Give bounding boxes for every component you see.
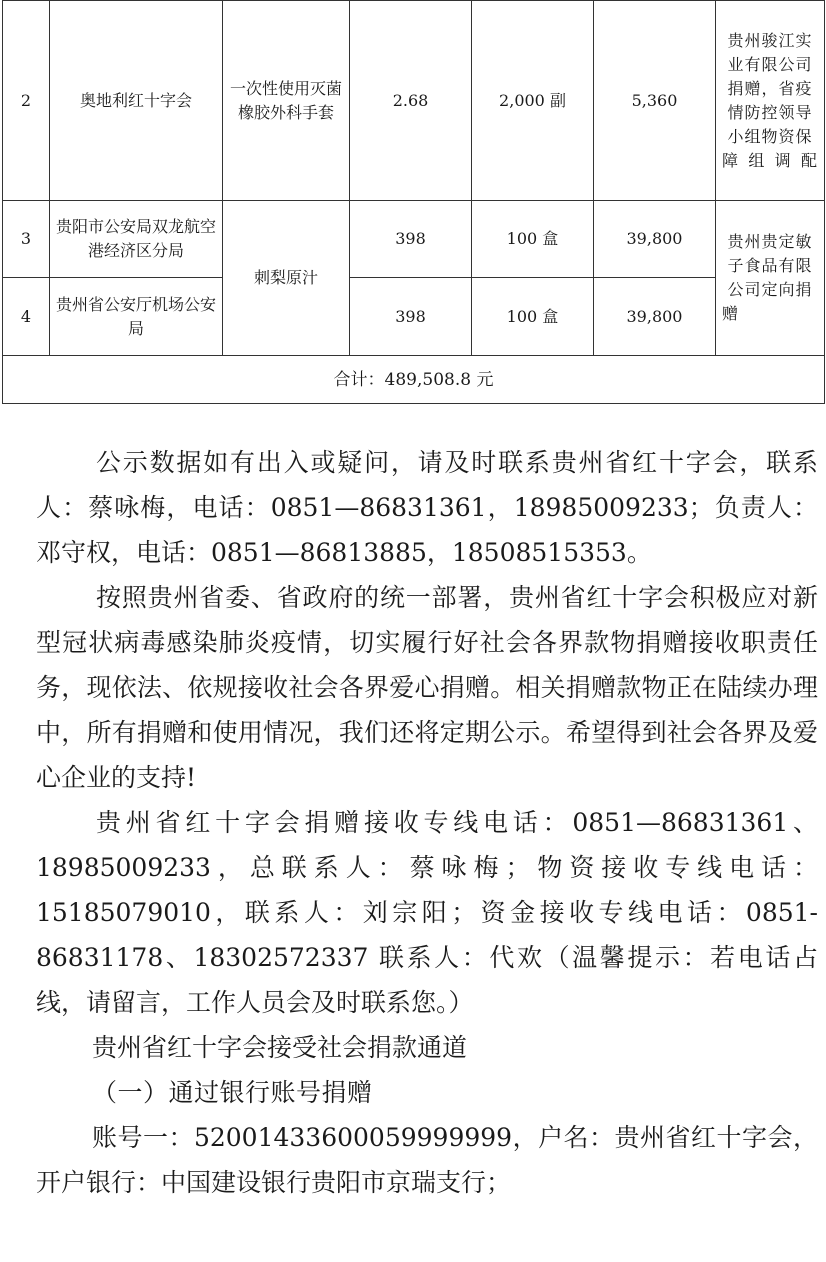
hotline-paragraph: 贵州省红十字会捐赠接收专线电话：0851—86831361、18985009233，总联系人：蔡咏梅；物资接收专线电话：15185079010，联系人：刘宗阳；资金接收专线电话：0851-86831178、18302572337 联系人：代欢（温馨提示：若电话占线，请留言，工作人员会及时联系您。） (36, 808, 818, 1017)
donor-cell: 贵阳市公安局双龙航空港经济区分局 (50, 201, 223, 278)
row-index: 3 (3, 201, 50, 278)
quantity-cell: 100 盒 (472, 201, 594, 278)
table-row (3, 1, 825, 201)
unit-price-cell: 2.68 (350, 1, 472, 201)
row-index: 4 (3, 278, 50, 356)
contact-paragraph: 公示数据如有出入或疑问，请及时联系贵州省红十字会，联系人：蔡咏梅，电话：0851—86831361，18985009233；负责人：邓守权，电话：0851—86813885，18508515353。 (36, 448, 818, 567)
item-cell: 一次性使用灭菌橡胶外科手套 (223, 1, 350, 201)
amount-cell: 5,360 (594, 1, 716, 201)
table-row (3, 278, 825, 356)
note-cell: 贵州骏江实业有限公司捐赠，省疫情防控领导小组物资保障组调配 (716, 1, 825, 201)
table-row (3, 201, 825, 278)
notice-body (36, 440, 818, 1205)
donor-cell: 贵州省公安厅机场公安局 (50, 278, 223, 356)
amount-cell: 39,800 (594, 201, 716, 278)
account-paragraph: 账号一：52001433600059999999，户名：贵州省红十字会，开户银行：中国建设银行贵阳市京瑞支行； (36, 1123, 818, 1197)
shared-item-cell: 刺梨原汁 (223, 201, 350, 356)
channel-heading: 贵州省红十字会接受社会捐款通道 (92, 1033, 468, 1062)
quantity-cell: 2,000 副 (472, 1, 594, 201)
total-row (3, 356, 825, 404)
policy-paragraph: 按照贵州省委、省政府的统一部署，贵州省红十字会积极应对新型冠状病毒感染肺炎疫情，切实履行好社会各界款物捐赠接收职责任务，现依法、依规接收社会各界爱心捐赠。相关捐赠款物正在陆续办理中，所有捐赠和使用情况，我们还将定期公示。希望得到社会各界及爱心企业的支持! (36, 583, 818, 792)
bank-subheading: （一）通过银行账号捐赠 (92, 1078, 373, 1107)
amount-cell: 39,800 (594, 278, 716, 356)
quantity-cell: 100 盒 (472, 278, 594, 356)
total-cell: 合计：489,508.8 元 (3, 356, 825, 404)
unit-price-cell: 398 (350, 278, 472, 356)
donor-cell: 奥地利红十字会 (50, 1, 223, 201)
row-index: 2 (3, 1, 50, 201)
donation-table (2, 0, 825, 404)
unit-price-cell: 398 (350, 201, 472, 278)
shared-note-cell: 贵州贵定敏子食品有限公司定向捐赠 (716, 201, 825, 356)
